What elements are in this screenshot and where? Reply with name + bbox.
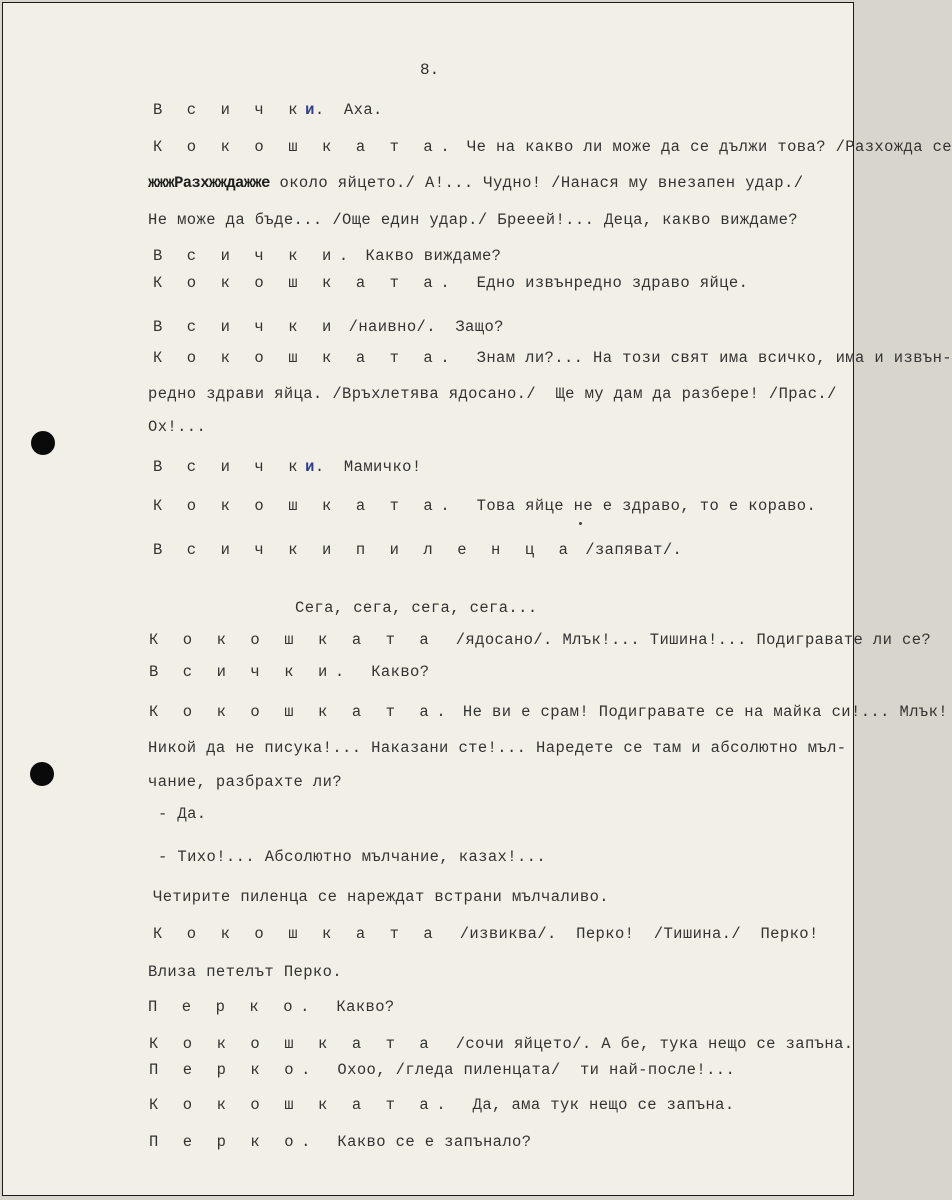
text-line (148, 385, 837, 403)
speaker-name: В с и ч к (153, 458, 306, 476)
line-text: /извиква/. Перко! /Тишина./ Перко! (440, 925, 819, 943)
line-text: и (305, 101, 315, 119)
speaker-name: К о к о ш к а т а. (153, 349, 458, 367)
text-line (148, 998, 395, 1016)
text-line (149, 1061, 735, 1079)
text-line (153, 497, 816, 515)
line-text: Никой да не писука!... Наказани сте!... Наредете се там и абсолютно мъл- (148, 739, 847, 757)
line-text: Какво? (351, 663, 430, 681)
speaker-name: К о к о ш к а т а (149, 1035, 437, 1053)
speaker-name: К о к о ш к а т а. (153, 497, 458, 515)
line-text: и (305, 458, 315, 476)
line-text: /ядосано/. Млък!... Тишина!... Подигравате ли се? (436, 631, 932, 649)
speaker-name: В с и ч к и. (149, 663, 352, 681)
speaker-name: К о к о ш к а т а (149, 631, 437, 649)
speaker-name: В с и ч к и (153, 318, 339, 336)
line-text: Да, ама тук нещо се запъна. (453, 1096, 735, 1114)
speaker-name: В с и ч к и. (153, 247, 356, 265)
line-text: Не може да бъде... /Още един удар./ Брееей!... Деца, какво виждаме? (148, 211, 799, 229)
line-text: . Аха. (314, 101, 383, 119)
text-line (149, 1035, 854, 1053)
text-line (153, 138, 952, 156)
line-text: Четирите пиленца се нареждат встрани мълчаливо. (153, 888, 609, 906)
text-line (153, 888, 609, 906)
line-text: - Тихо!... Абсолютно мълчание, казах!... (158, 848, 547, 866)
line-text: Какво се е запънало? (318, 1133, 532, 1151)
text-line (149, 631, 931, 649)
speaker-name: В с и ч к (153, 101, 306, 119)
speaker-name: К о к о ш к а т а. (149, 703, 454, 721)
struck-out-text: жжжРазхжждажже (148, 174, 270, 192)
line-text: . Мамичко! (314, 458, 422, 476)
line-text: Едно извънредно здраво яйце. (457, 274, 749, 292)
text-line (158, 805, 207, 823)
punch-hole-top (31, 431, 55, 455)
text-line (148, 174, 803, 192)
line-text: чание, разбрахте ли? (148, 773, 343, 791)
line-text: Какво? (317, 998, 395, 1016)
page-number: 8. (420, 61, 440, 79)
line-text: Че на какво ли може да се дължи това? /Разхожда се (457, 138, 952, 156)
speaker-name: П е р к о. (149, 1061, 319, 1079)
text-line (153, 101, 383, 119)
text-line (148, 418, 206, 436)
line-text: /запяват/. (575, 541, 683, 559)
line-text: редно здрави яйца. /Връхлетява ядосано./ Ще му дам да разбере! /Прас./ (148, 385, 837, 403)
line-text: Сега, сега, сега, сега... (295, 599, 538, 617)
line-text: /сочи яйцето/. А бе, тука нещо се запъна. (436, 1035, 854, 1053)
speaker-name: П е р к о. (149, 1133, 319, 1151)
typed-page (2, 2, 952, 1196)
ink-speck (579, 522, 582, 525)
line-text: - Да. (158, 805, 207, 823)
text-line (148, 773, 342, 791)
text-line (148, 963, 342, 981)
line-text: около яйцето./ А!... Чудно! /Нанася му внезапен удар./ (269, 174, 804, 192)
text-line (295, 599, 538, 617)
text-line (153, 349, 952, 367)
text-line (153, 541, 682, 559)
speaker-name: В с и ч к и п и л е н ц а (153, 541, 576, 559)
punch-hole-bottom (30, 762, 54, 786)
line-text: Знам ли?... На този свят има всичко, има и извън- (457, 349, 952, 367)
text-line (148, 211, 798, 229)
text-line (153, 925, 819, 943)
text-line (148, 739, 847, 757)
speaker-name: К о к о ш к а т а. (153, 138, 458, 156)
speaker-name: П е р к о. (148, 998, 318, 1016)
text-line (153, 318, 504, 336)
line-text: Ох!... (148, 418, 207, 436)
line-text: Не ви е срам! Подигравате се на майка си!... Млък! (453, 703, 949, 721)
text-line (149, 663, 429, 681)
text-line (153, 247, 501, 265)
speaker-name: К о к о ш к а т а. (149, 1096, 454, 1114)
line-text: Какво виждаме? (355, 247, 502, 265)
line-text: Това яйце не е здраво, то е кораво. (457, 497, 817, 515)
text-line (149, 703, 948, 721)
speaker-name: К о к о ш к а т а. (153, 274, 458, 292)
text-line (153, 274, 748, 292)
text-line (153, 458, 422, 476)
line-text: /наивно/. Защо? (338, 318, 504, 336)
line-text: Влиза петелът Перко. (148, 963, 343, 981)
text-line (158, 848, 546, 866)
line-text: Охоо, /гледа пиленцата/ ти най-после!... (318, 1061, 736, 1079)
text-line (149, 1133, 531, 1151)
speaker-name: К о к о ш к а т а (153, 925, 441, 943)
text-line (149, 1096, 735, 1114)
